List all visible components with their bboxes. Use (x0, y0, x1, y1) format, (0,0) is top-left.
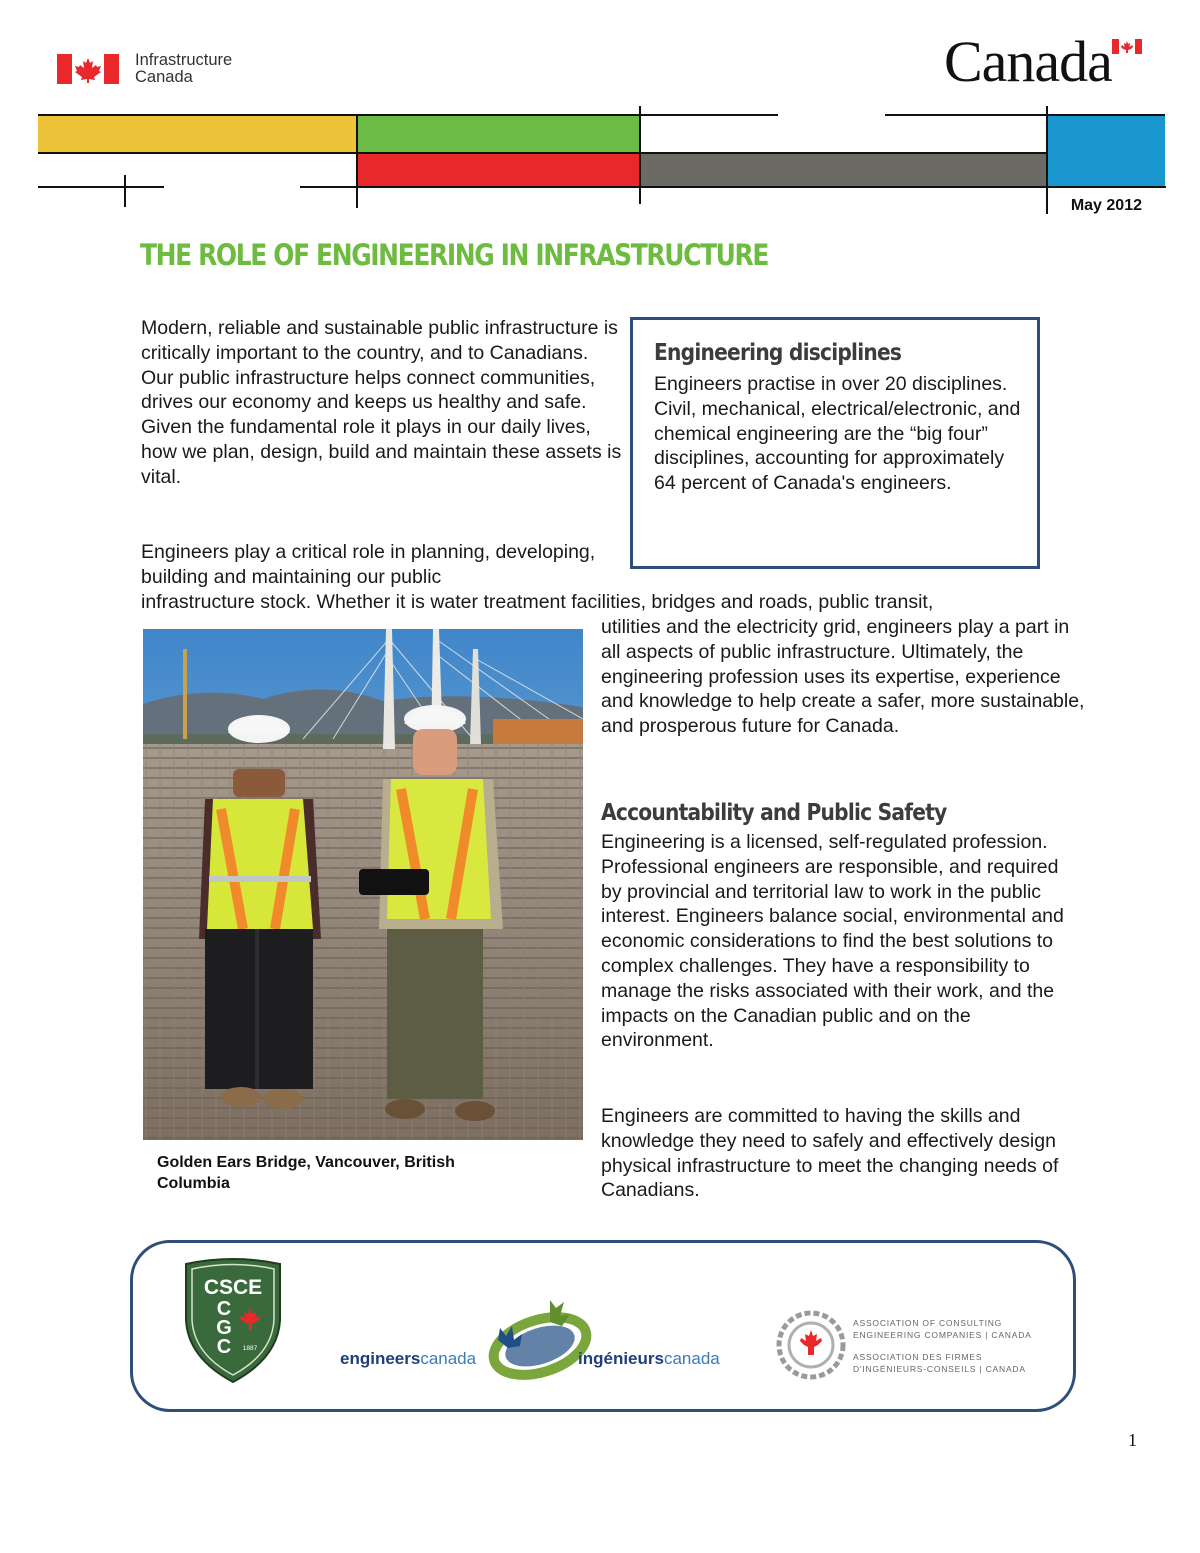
acec-logo-icon (776, 1310, 846, 1380)
csce-letter-1: C (216, 1298, 232, 1320)
acec-line-1: ASSOCIATION OF CONSULTING (853, 1318, 1003, 1328)
disciplines-heading: Engineering disciplines (654, 338, 902, 366)
engineers-paragraph-part3: utilities and the electricity grid, engineers play a part in all aspects of public infrastructure. Ultimately, the engineering profession uses its expertise, experience and knowledge to help create a safer, more sustainable, and prosperous future for Canada. (601, 616, 1085, 738)
department-line2: Canada (135, 68, 193, 86)
engineers-canada-en (340, 1349, 476, 1369)
bar-blue (1047, 116, 1165, 186)
acec-line-4: D'INGÉNIEURS-CONSEILS | CANADA (853, 1364, 1026, 1374)
rule-bottom-2 (300, 186, 1166, 188)
accountability-paragraph-1: Engineering is a licensed, self-regulated profession. Professional engineers are responsible, and required by provincial and territorial law to work in the public interest. Engineers balance social, environmental and economic considerations to find the best solutions to complex challenges. They have a responsibility to manage the risks associated with their work, and the impacts on the Canadian public and on the environment. (601, 831, 1064, 1052)
intro-paragraph: Modern, reliable and sustainable public infrastructure is critically important to the country, and to Canadians. Our public infrastructure helps connect communities, drives our economy and keeps us healthy and safe. Given the fundamental role it plays in our daily lives, how we plan, design, build and maintain these assets is vital. (141, 317, 622, 488)
csce-top-text: CSCE (203, 1276, 263, 1299)
department-line1: Infrastructure (135, 51, 233, 69)
ec-fr-bold: ingénieurs (578, 1349, 664, 1368)
rule-bottom-1 (38, 186, 164, 188)
bar-red (357, 154, 639, 186)
disciplines-text: Engineers practise in over 20 disciplines. Civil, mechanical, electrical/electronic, and chemical engineering are the “big four” disciplines, accounting for approximately 64 percent of Canada's engineers. (654, 373, 1021, 495)
csce-letter-2: G (216, 1317, 232, 1339)
page-title: THE ROLE OF ENGINEERING IN INFRASTRUCTURE (140, 238, 769, 272)
tick-1 (124, 175, 126, 207)
canada-wordmark: Canada (944, 29, 1112, 94)
tick-2 (356, 116, 358, 208)
tick-3 (639, 106, 641, 204)
csce-shield-logo (178, 1258, 288, 1384)
ec-en-light: canada (420, 1349, 477, 1368)
csce-year: 1887 (242, 1345, 258, 1352)
tick-4 (1046, 106, 1048, 214)
accountability-paragraph-2: Engineers are committed to having the skills and knowledge they need to safely and effectively design physical infrastructure to meet the changing needs of Canadians. (601, 1105, 1059, 1202)
engineers-paragraph-part1: Engineers play a critical role in planning, developing, building and maintaining our public (141, 541, 596, 588)
csce-letter-3: C (216, 1336, 232, 1358)
canada-flag-logo (57, 54, 119, 84)
acec-line-2: ENGINEERING COMPANIES | CANADA (853, 1330, 1032, 1340)
accountability-heading: Accountability and Public Safety (601, 798, 947, 826)
page-number: 1 (1128, 1430, 1137, 1450)
bridge-engineers-photo (143, 629, 583, 1140)
ec-fr-light: canada (663, 1349, 720, 1368)
engineers-paragraph-part2: infrastructure stock. Whether it is water treatment facilities, bridges and roads, public transit, (141, 591, 934, 613)
department-name (135, 52, 232, 86)
engineers-canada-emblem (340, 1296, 740, 1382)
engineers-canada-fr (578, 1349, 720, 1369)
photo-caption: Golden Ears Bridge, Vancouver, British Columbia (157, 1154, 455, 1192)
bar-gray (641, 154, 1047, 186)
ec-en-bold: engineers (340, 1349, 421, 1368)
publication-date: May 2012 (1070, 197, 1142, 214)
bar-green (357, 116, 639, 152)
bar-yellow (38, 116, 356, 152)
wordmark-flag-icon (1112, 39, 1142, 54)
acec-line-3: ASSOCIATION DES FIRMES (853, 1352, 983, 1362)
